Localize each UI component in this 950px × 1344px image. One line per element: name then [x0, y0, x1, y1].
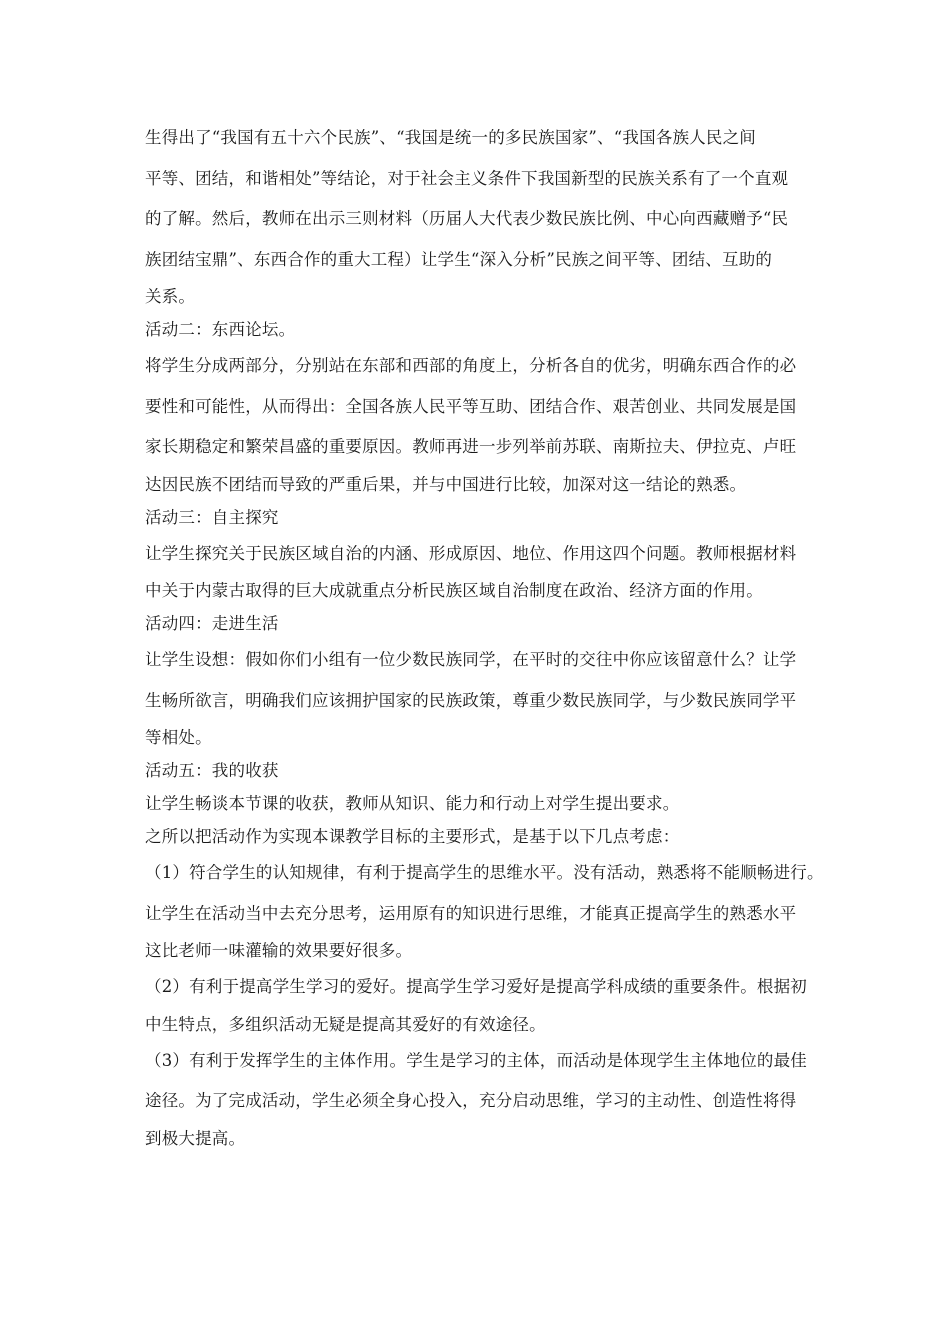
text-line: 族团结宝鼎”、东西合作的重大工程）让学生“深入分析”民族之间平等、团结、互助的: [145, 249, 773, 269]
text-line: （1）符合学生的认知规律，有利于提高学生的思维水平。没有活动，熟悉将不能顺畅进行。: [145, 863, 824, 882]
document-body: [145, 118, 824, 1155]
text-line: 让学生设想：假如你们小组有一位少数民族同学，在平时的交往中你应该留意什么？让学: [145, 650, 797, 669]
text-line: 之所以把活动作为实现本课教学目标的主要形式，是基于以下几点考虑：: [145, 827, 680, 846]
text-line: 到极大提高。: [145, 1128, 246, 1148]
text-line: 等相处。: [145, 728, 212, 747]
text-line: 活动五：我的收获: [145, 761, 279, 780]
text-line: （2）有利于提高学生学习的爱好。提高学生学习爱好是提高学科成绩的重要条件。根据初: [145, 977, 807, 996]
text-line: 让学生畅谈本节课的收获，教师从知识、能力和行动上对学生提出要求。: [145, 794, 680, 813]
text-line: 将学生分成两部分，分别站在东部和西部的角度上，分析各自的优劣，明确东西合作的必: [145, 356, 797, 375]
text-line: 关系。: [145, 287, 196, 306]
text-line: 要性和可能性，从而得出：全国各族人民平等互助、团结合作、艰苦创业、共同发展是国: [145, 396, 797, 416]
text-line: 中生特点，多组织活动无疑是提高其爱好的有效途径。: [145, 1014, 546, 1034]
text-line: 家长期稳定和繁荣昌盛的重要原因。教师再进一步列举前苏联、南斯拉夫、伊拉克、卢旺: [145, 437, 797, 456]
text-line: 生畅所欲言，明确我们应该拥护国家的民族政策，尊重少数民族同学，与少数民族同学平: [145, 690, 797, 710]
text-line: 活动二：东西论坛。: [145, 320, 296, 339]
text-line: 达因民族不团结而导致的严重后果，并与中国进行比较，加深对这一结论的熟悉。: [145, 474, 747, 494]
text-line: 让学生在活动当中去充分思考，运用原有的知识进行思维，才能真正提高学生的熟悉水平: [145, 903, 797, 923]
text-line: 中关于内蒙古取得的巨大成就重点分析民族区域自治制度在政治、经济方面的作用。: [145, 581, 763, 600]
text-line: 途径。为了完成活动，学生必须全身心投入，充分启动思维，学习的主动性、创造性将得: [145, 1091, 797, 1110]
text-line: 这比老师一味灌输的效果要好很多。: [145, 941, 413, 960]
text-line: 活动三：自主探究: [145, 507, 279, 527]
text-line: （3）有利于发挥学生的主体作用。学生是学习的主体，而活动是体现学生主体地位的最佳: [145, 1050, 807, 1070]
text-line: 活动四：走进生活: [145, 614, 279, 633]
text-line: 让学生探究关于民族区域自治的内涵、形成原因、地位、作用这四个问题。教师根据材料: [145, 543, 797, 563]
text-line: 生得出了“我国有五十六个民族”、“我国是统一的多民族国家”、“我国各族人民之间: [145, 128, 756, 147]
text-line: 平等、团结，和谐相处”等结论，对于社会主义条件下我国新型的民族关系有了一个直观: [145, 168, 789, 188]
text-line: 的了解。然后，教师在出示三则材料（历届人大代表少数民族比例、中心向西藏赠予“民: [145, 209, 789, 228]
